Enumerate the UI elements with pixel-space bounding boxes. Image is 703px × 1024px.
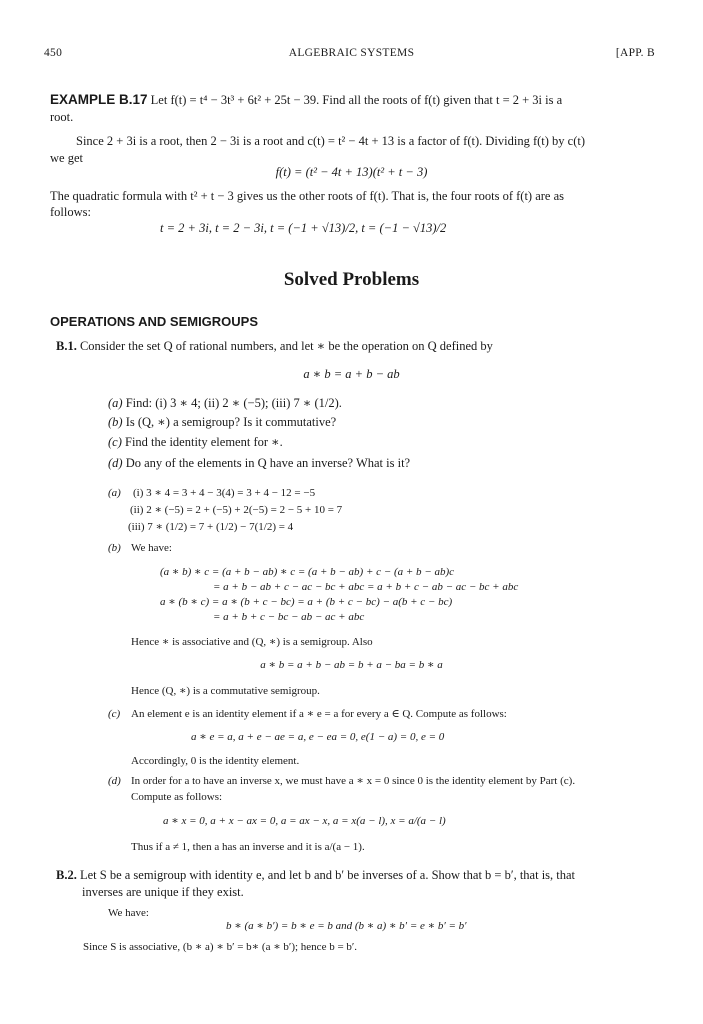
section-title: Solved Problems xyxy=(283,269,420,290)
assoc-line-3: a ∗ (b ∗ c) = a ∗ (b + c − bc) = a + (b + c − bc) − a(b + c − bc) xyxy=(160,596,453,608)
assoc-line-4: = a + b + c − bc − ab − ac + abc xyxy=(213,611,365,623)
assoc-line-1: (a ∗ b) ∗ c = (a + b − ab) ∗ c = (a + b − ab) + c − (a + b − ab)c xyxy=(160,566,454,578)
solution-c-text: An element e is an identity element if a ∗ e = a for every a ∈ Q. Compute as follows: xyxy=(131,708,507,720)
problem-b2-conclusion: Since S is associative, (b ∗ a) ∗ b′ = b∗ (a ∗ b′); hence b = b′. xyxy=(83,941,358,953)
part-label: (b) xyxy=(108,415,123,429)
problem-b1-statement xyxy=(56,338,493,354)
subsection-title: OPERATIONS AND SEMIGROUPS xyxy=(50,314,259,329)
inverse-equation: a ∗ x = 0, a + x − ax = 0, a = ax − x, a = x(a − l), x = a/(a − l) xyxy=(163,815,446,827)
solution-c-conclusion: Accordingly, 0 is the identity element. xyxy=(131,755,300,767)
solution-b-hence-1: Hence ∗ is associative and (Q, ∗) is a semigroup. Also xyxy=(131,636,373,648)
example-para2-line1: The quadratic formula with t² + t − 3 gives us the other roots of f(t). That is, the four roots of f(t) are as xyxy=(50,189,565,203)
page-number: 450 xyxy=(44,47,63,59)
part-text: Find: (i) 3 ∗ 4; (ii) 2 ∗ (−5); (iii) 7 ∗ (1/2). xyxy=(125,396,342,410)
operation-definition: a ∗ b = a + b − ab xyxy=(303,367,400,381)
solution-b-hence-2: Hence (Q, ∗) is a commutative semigroup. xyxy=(131,685,320,697)
example-text: Let f(t) = t⁴ − 3t³ + 6t² + 25t − 39. Find all the roots of f(t) given that t = 2 + 3i is a xyxy=(150,93,563,107)
problem-b1-text: Consider the set Q of rational numbers, and let ∗ be the operation on Q defined by xyxy=(79,339,493,353)
running-title: ALGEBRAIC SYSTEMS xyxy=(288,47,415,59)
example-line-2: root. xyxy=(50,110,74,124)
example-label: EXAMPLE B.17 xyxy=(50,92,148,107)
solution-d-conclusion: Thus if a ≠ 1, then a has an inverse and it is a/(a − 1). xyxy=(131,841,365,853)
part-text: Do any of the elements in Q have an inverse? What is it? xyxy=(125,456,411,470)
identity-equation: a ∗ e = a, a + e − ae = a, e − ea = 0, e(1 − a) = 0, e = 0 xyxy=(191,731,445,743)
chapter-ref: [APP. B xyxy=(615,47,655,59)
part-b xyxy=(108,414,336,430)
example-line-1 xyxy=(50,92,562,108)
example-para2-line2: follows: xyxy=(50,205,91,219)
solution-d-text-1: In order for a to have an inverse x, we must have a ∗ x = 0 since 0 is the identity element by Part (c). xyxy=(131,775,576,787)
part-d xyxy=(108,455,410,471)
factorization-equation: f(t) = (t² − 4t + 13)(t² + t − 3) xyxy=(275,165,428,179)
problem-b2-line-1 xyxy=(56,867,575,883)
solution-a-ii: (ii) 2 ∗ (−5) = 2 + (−5) + 2(−5) = 2 − 5 + 10 = 7 xyxy=(130,504,343,516)
problem-b2-intro: We have: xyxy=(108,907,149,919)
part-label: (c) xyxy=(108,435,122,449)
solution-c-label: (c) xyxy=(108,708,121,720)
roots-equation: t = 2 + 3i, t = 2 − 3i, t = (−1 + √13)/2, t = (−1 − √13)/2 xyxy=(160,221,447,235)
example-para1-line1: Since 2 + 3i is a root, then 2 − 3i is a root and c(t) = t² − 4t + 13 is a factor of f(t). Dividing f(t) by c(t) xyxy=(76,134,586,148)
part-text: Is (Q, ∗) a semigroup? Is it commutative? xyxy=(125,415,337,429)
problem-b2-text: Let S be a semigroup with identity e, and let b and b′ be inverses of a. Show that b = b′, that is, that xyxy=(79,868,576,882)
assoc-line-2: = a + b − ab + c − ac − bc + abc = a + b + c − ab − ac − bc + abc xyxy=(213,581,519,593)
solution-a-i: (i) 3 ∗ 4 = 3 + 4 − 3(4) = 3 + 4 − 12 = −5 xyxy=(133,487,316,499)
part-a xyxy=(108,395,342,411)
commutativity-equation: a ∗ b = a + b − ab = b + a − ba = b ∗ a xyxy=(260,659,443,671)
part-c xyxy=(108,434,283,450)
solution-b-label: (b) xyxy=(108,542,121,554)
part-label: (d) xyxy=(108,456,123,470)
problem-b2-line-2: inverses are unique if they exist. xyxy=(82,885,244,899)
problem-b2-label: B.2. xyxy=(56,868,77,882)
solution-b-intro: We have: xyxy=(131,542,172,554)
uniqueness-equation: b ∗ (a ∗ b′) = b ∗ e = b and (b ∗ a) ∗ b′ = e ∗ b′ = b′ xyxy=(226,920,467,932)
problem-b1-label: B.1. xyxy=(56,339,77,353)
solution-a-label: (a) xyxy=(108,487,121,499)
example-para1-line2: we get xyxy=(50,151,83,165)
part-label: (a) xyxy=(108,396,123,410)
solution-d-label: (d) xyxy=(108,775,121,787)
part-text: Find the identity element for ∗. xyxy=(125,435,283,449)
solution-a-iii: (iii) 7 ∗ (1/2) = 7 + (1/2) − 7(1/2) = 4 xyxy=(128,521,294,533)
solution-d-text-2: Compute as follows: xyxy=(131,791,223,803)
